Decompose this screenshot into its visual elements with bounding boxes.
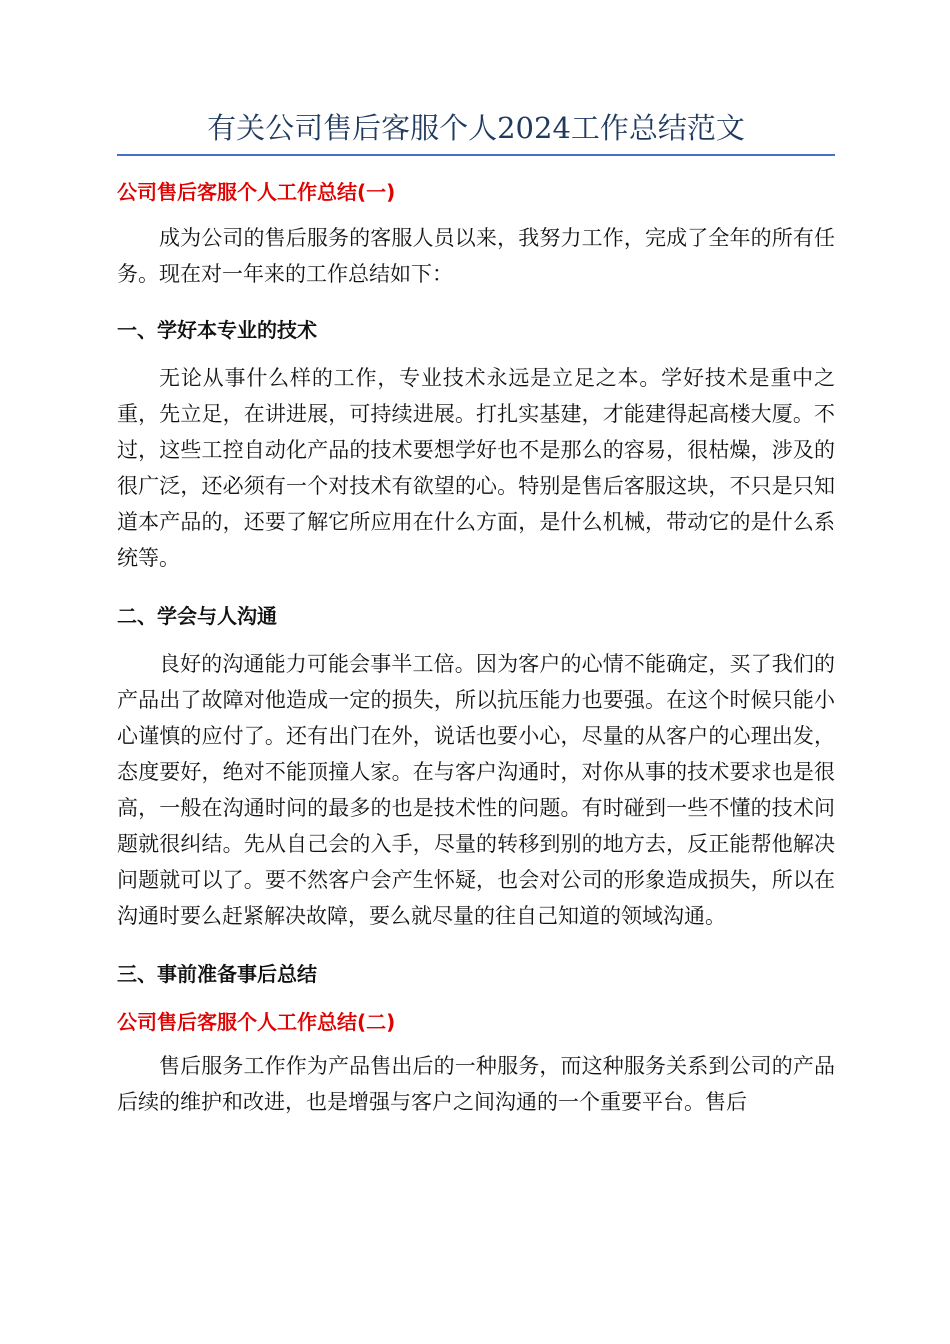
section-heading-1: 公司售后客服个人工作总结(一) xyxy=(117,180,396,204)
section-heading-2: 公司售后客服个人工作总结(二) xyxy=(117,1010,396,1034)
section-1-intro-paragraph: 成为公司的售后服务的客服人员以来，我努力工作，完成了全年的所有任务。现在对一年来的工作总结如下： xyxy=(117,226,835,286)
subsection-heading-3: 三、事前准备事后总结 xyxy=(117,962,317,986)
subsection-heading-1: 一、学好本专业的技术 xyxy=(117,318,317,342)
document-page xyxy=(117,108,835,1120)
section-2-intro-paragraph: 售后服务工作作为产品售出后的一种服务，而这种服务关系到公司的产品后续的维护和改进，也是增强与客户之间沟通的一个重要平台。售后 xyxy=(117,1054,835,1114)
subsection-heading-2: 二、学会与人沟通 xyxy=(117,604,277,628)
subsection-1-paragraph: 无论从事什么样的工作，专业技术永远是立足之本。学好技术是重中之重，先立足，在讲进展，可持续进展。打扎实基建，才能建得起高楼大厦。不过，这些工控自动化产品的技术要想学好也不是那么的容易，很枯燥，涉及的很广泛，还必须有一个对技术有欲望的心。特别是售后客服这块，不只是只知道本产品的，还要了解它所应用在什么方面，是什么机械，带动它的是什么系统等。 xyxy=(117,366,835,570)
document-title: 有关公司售后客服个人2024工作总结范文 xyxy=(117,108,835,156)
subsection-2-paragraph: 良好的沟通能力可能会事半工倍。因为客户的心情不能确定，买了我们的产品出了故障对他造成一定的损失，所以抗压能力也要强。在这个时候只能小心谨慎的应付了。还有出门在外，说话也要小心，尽量的从客户的心理出发，态度要好，绝对不能顶撞人家。在与客户沟通时，对你从事的技术要求也是很高，一般在沟通时问的最多的也是技术性的问题。有时碰到一些不懂的技术问题就很纠结。先从自己会的入手，尽量的转移到别的地方去，反正能帮他解决问题就可以了。要不然客户会产生怀疑，也会对公司的形象造成损失，所以在沟通时要么赶紧解决故障，要么就尽量的往自己知道的领域沟通。 xyxy=(117,652,835,928)
